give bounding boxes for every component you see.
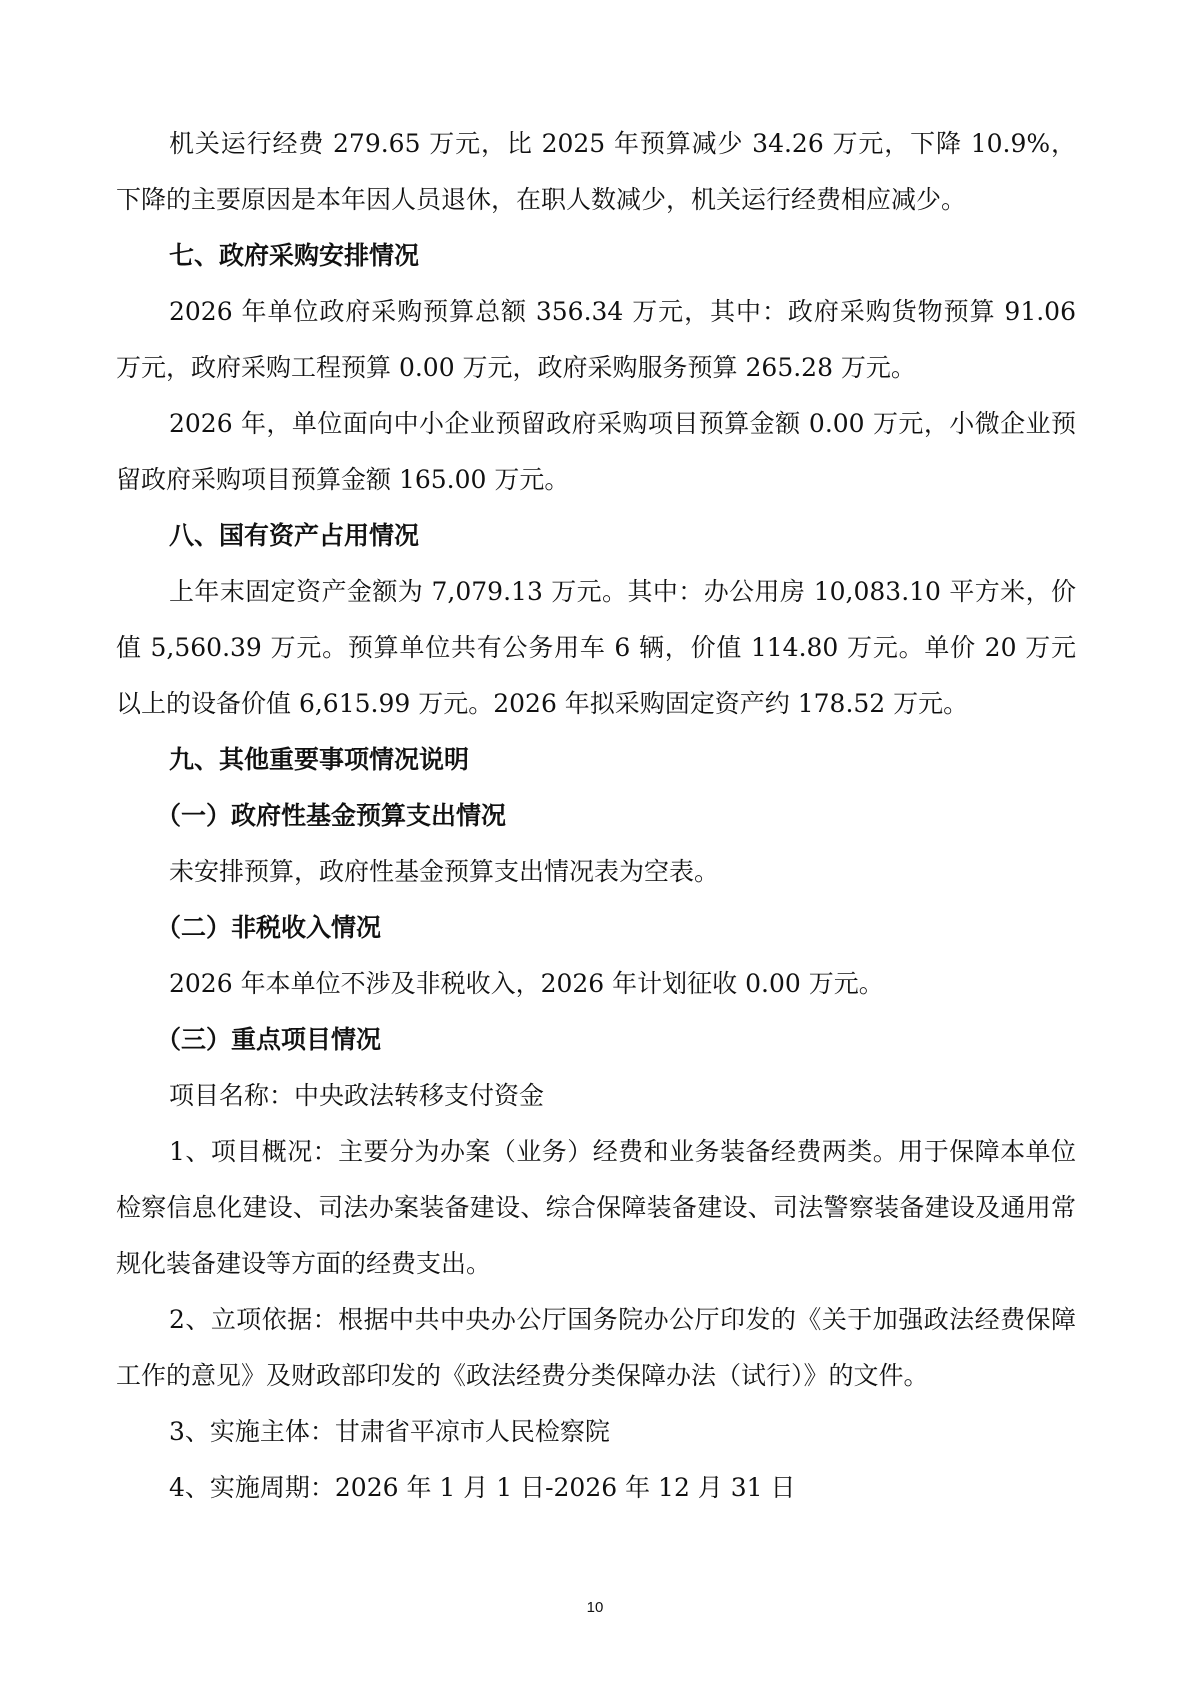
paragraph-government-fund: 未安排预算，政府性基金预算支出情况表为空表。: [169, 857, 720, 886]
subheading-non-tax-income: （二）非税收入情况: [156, 913, 382, 942]
paragraph-sme-reserved: 2026 年，单位面向中小企业预留政府采购项目预算金额 0.00 万元，小微企业预留政府采购项目预算金额 165.00 万元。: [116, 409, 1076, 494]
paragraph-fixed-assets: 上年末固定资产金额为 7,079.13 万元。其中：办公用房 10,083.10 平方米，价值 5,560.39 万元。预算单位共有公务用车 6 辆，价值 114.80 万元。单价 20 万元以上的设备价值 6,615.99 万元。2026 年拟采购固定资产约 178.52 万元。: [116, 577, 1076, 718]
subheading-key-projects: （三）重点项目情况: [156, 1025, 382, 1054]
paragraph-project-overview: 1、项目概况：主要分为办案（业务）经费和业务装备经费两类。用于保障本单位检察信息化建设、司法办案装备建设、综合保障装备建设、司法警察装备建设及通用常规化装备建设等方面的经费支出。: [116, 1137, 1076, 1278]
page-number: 10: [586, 1599, 604, 1616]
paragraph-non-tax-income: 2026 年本单位不涉及非税收入，2026 年计划征收 0.00 万元。: [169, 969, 884, 998]
paragraph-project-basis: 2、立项依据：根据中共中央办公厅国务院办公厅印发的《关于加强政法经费保障工作的意见》及财政部印发的《政法经费分类保障办法（试行）》的文件。: [116, 1305, 1076, 1390]
subheading-government-fund: （一）政府性基金预算支出情况: [156, 801, 507, 830]
document-body: [116, 116, 1076, 1516]
paragraph-operating-expenses: 机关运行经费 279.65 万元，比 2025 年预算减少 34.26 万元，下降 10.9%，下降的主要原因是本年因人员退休，在职人数减少，机关运行经费相应减少。: [116, 129, 1076, 214]
paragraph-procurement-budget: 2026 年单位政府采购预算总额 356.34 万元，其中：政府采购货物预算 91.06 万元，政府采购工程预算 0.00 万元，政府采购服务预算 265.28 万元。: [116, 297, 1076, 382]
paragraph-implementing-body: 3、实施主体：甘肃省平凉市人民检察院: [169, 1417, 610, 1446]
paragraph-implementation-period: 4、实施周期：2026 年 1 月 1 日-2026 年 12 月 31 日: [169, 1473, 796, 1502]
heading-government-procurement: 七、政府采购安排情况: [169, 241, 420, 270]
heading-other-matters: 九、其他重要事项情况说明: [169, 745, 470, 774]
paragraph-project-name: 项目名称：中央政法转移支付资金: [169, 1081, 545, 1110]
heading-state-assets: 八、国有资产占用情况: [169, 521, 420, 550]
